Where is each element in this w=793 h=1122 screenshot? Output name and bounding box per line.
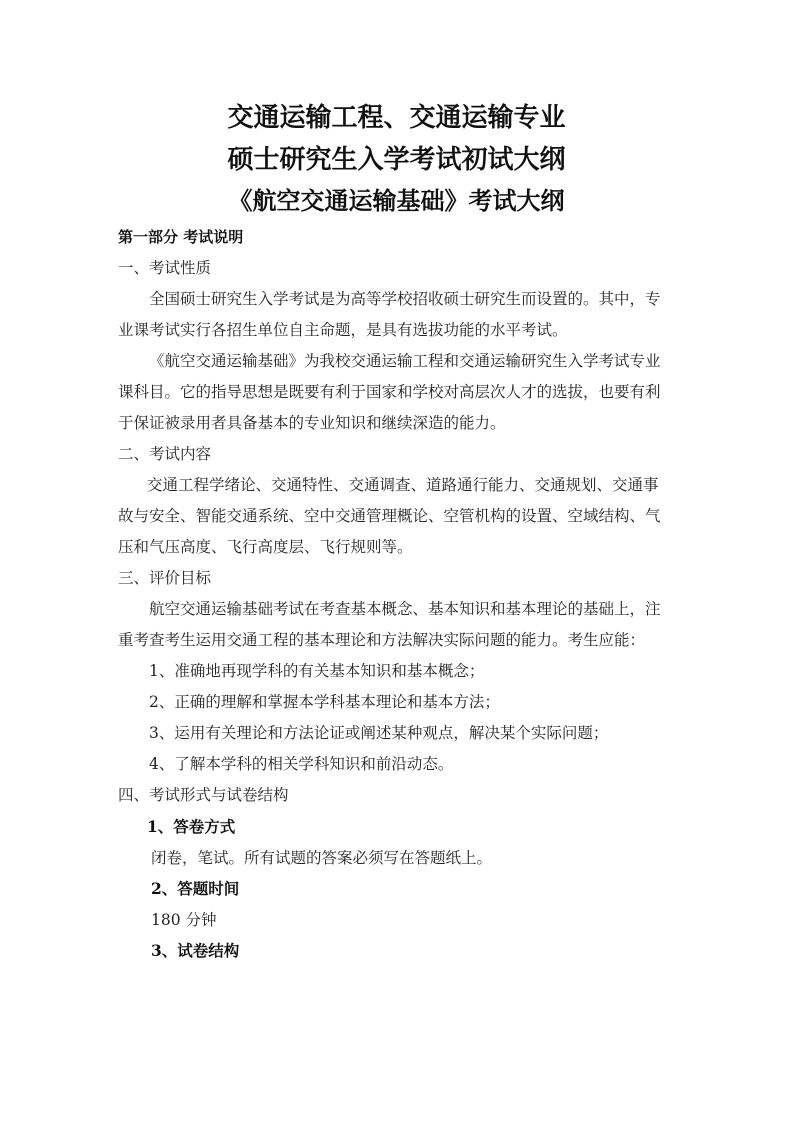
- part-heading: 第一部分 考试说明: [118, 228, 244, 246]
- body-text-line: 《航空交通运输基础》为我校交通运输工程和交通运输研究生入学考试专业: [149, 352, 661, 370]
- body-text-line: 于保证被录用者具备基本的专业知识和继续深造的能力。: [118, 414, 506, 432]
- document-title-line-2: 硕士研究生入学考试初试大纲: [227, 145, 566, 175]
- body-text-line: 航空交通运输基础考试在考查基本概念、基本知识和基本理论的基础上，注: [149, 600, 661, 618]
- document-title-line-1: 交通运输工程、交通运输专业: [227, 103, 566, 133]
- document-subtitle: 《航空交通运输基础》考试大纲: [228, 187, 565, 215]
- body-text-line: 三、评价目标: [118, 569, 212, 587]
- body-text-line: 重考查考生运用交通工程的基本理论和方法解决实际问题的能力。考生应能：: [118, 631, 646, 649]
- body-text-line: 二、考试内容: [118, 445, 212, 463]
- body-text-line: 压和气压高度、飞行高度层、飞行规则等。: [118, 538, 413, 556]
- body-text-line: 故与安全、智能交通系统、空中交通管理概论、空管机构的设置、空域结构、气: [118, 507, 661, 525]
- body-text-line: 四、考试形式与试卷结构: [118, 786, 289, 804]
- body-text-line: 4、了解本学科的相关学科知识和前沿动态。: [149, 755, 454, 773]
- subsection-heading: 3、试卷结构: [151, 941, 240, 960]
- subsection-heading: 2、答题时间: [151, 879, 240, 898]
- body-text-line: 业课考试实行各招生单位自主命题，是具有选拔功能的水平考试。: [118, 321, 568, 339]
- body-text-line: 课科目。它的指导思想是既要有利于国家和学校对高层次人才的选拔，也要有利: [118, 383, 661, 401]
- body-text-line: 180 分钟: [151, 911, 217, 929]
- body-text-line: 3、运用有关理论和方法论证或阐述某种观点，解决某个实际问题；: [149, 724, 609, 742]
- body-text-line: 2、正确的理解和掌握本学科基本理论和基本方法；: [149, 693, 500, 711]
- body-text-line: 1、准确地再现学科的有关基本知识和基本概念；: [149, 662, 485, 680]
- subsection-heading: 1、答卷方式: [147, 817, 236, 836]
- body-text-line: 一、考试性质: [118, 259, 212, 277]
- body-text-line: 闭卷，笔试。所有试题的答案必须写在答题纸上。: [151, 849, 493, 867]
- body-text-line: 交通工程学绪论、交通特性、交通调查、道路通行能力、交通规划、交通事: [147, 476, 659, 494]
- body-text-line: 全国硕士研究生入学考试是为高等学校招收硕士研究生而设置的。其中，专: [149, 290, 661, 308]
